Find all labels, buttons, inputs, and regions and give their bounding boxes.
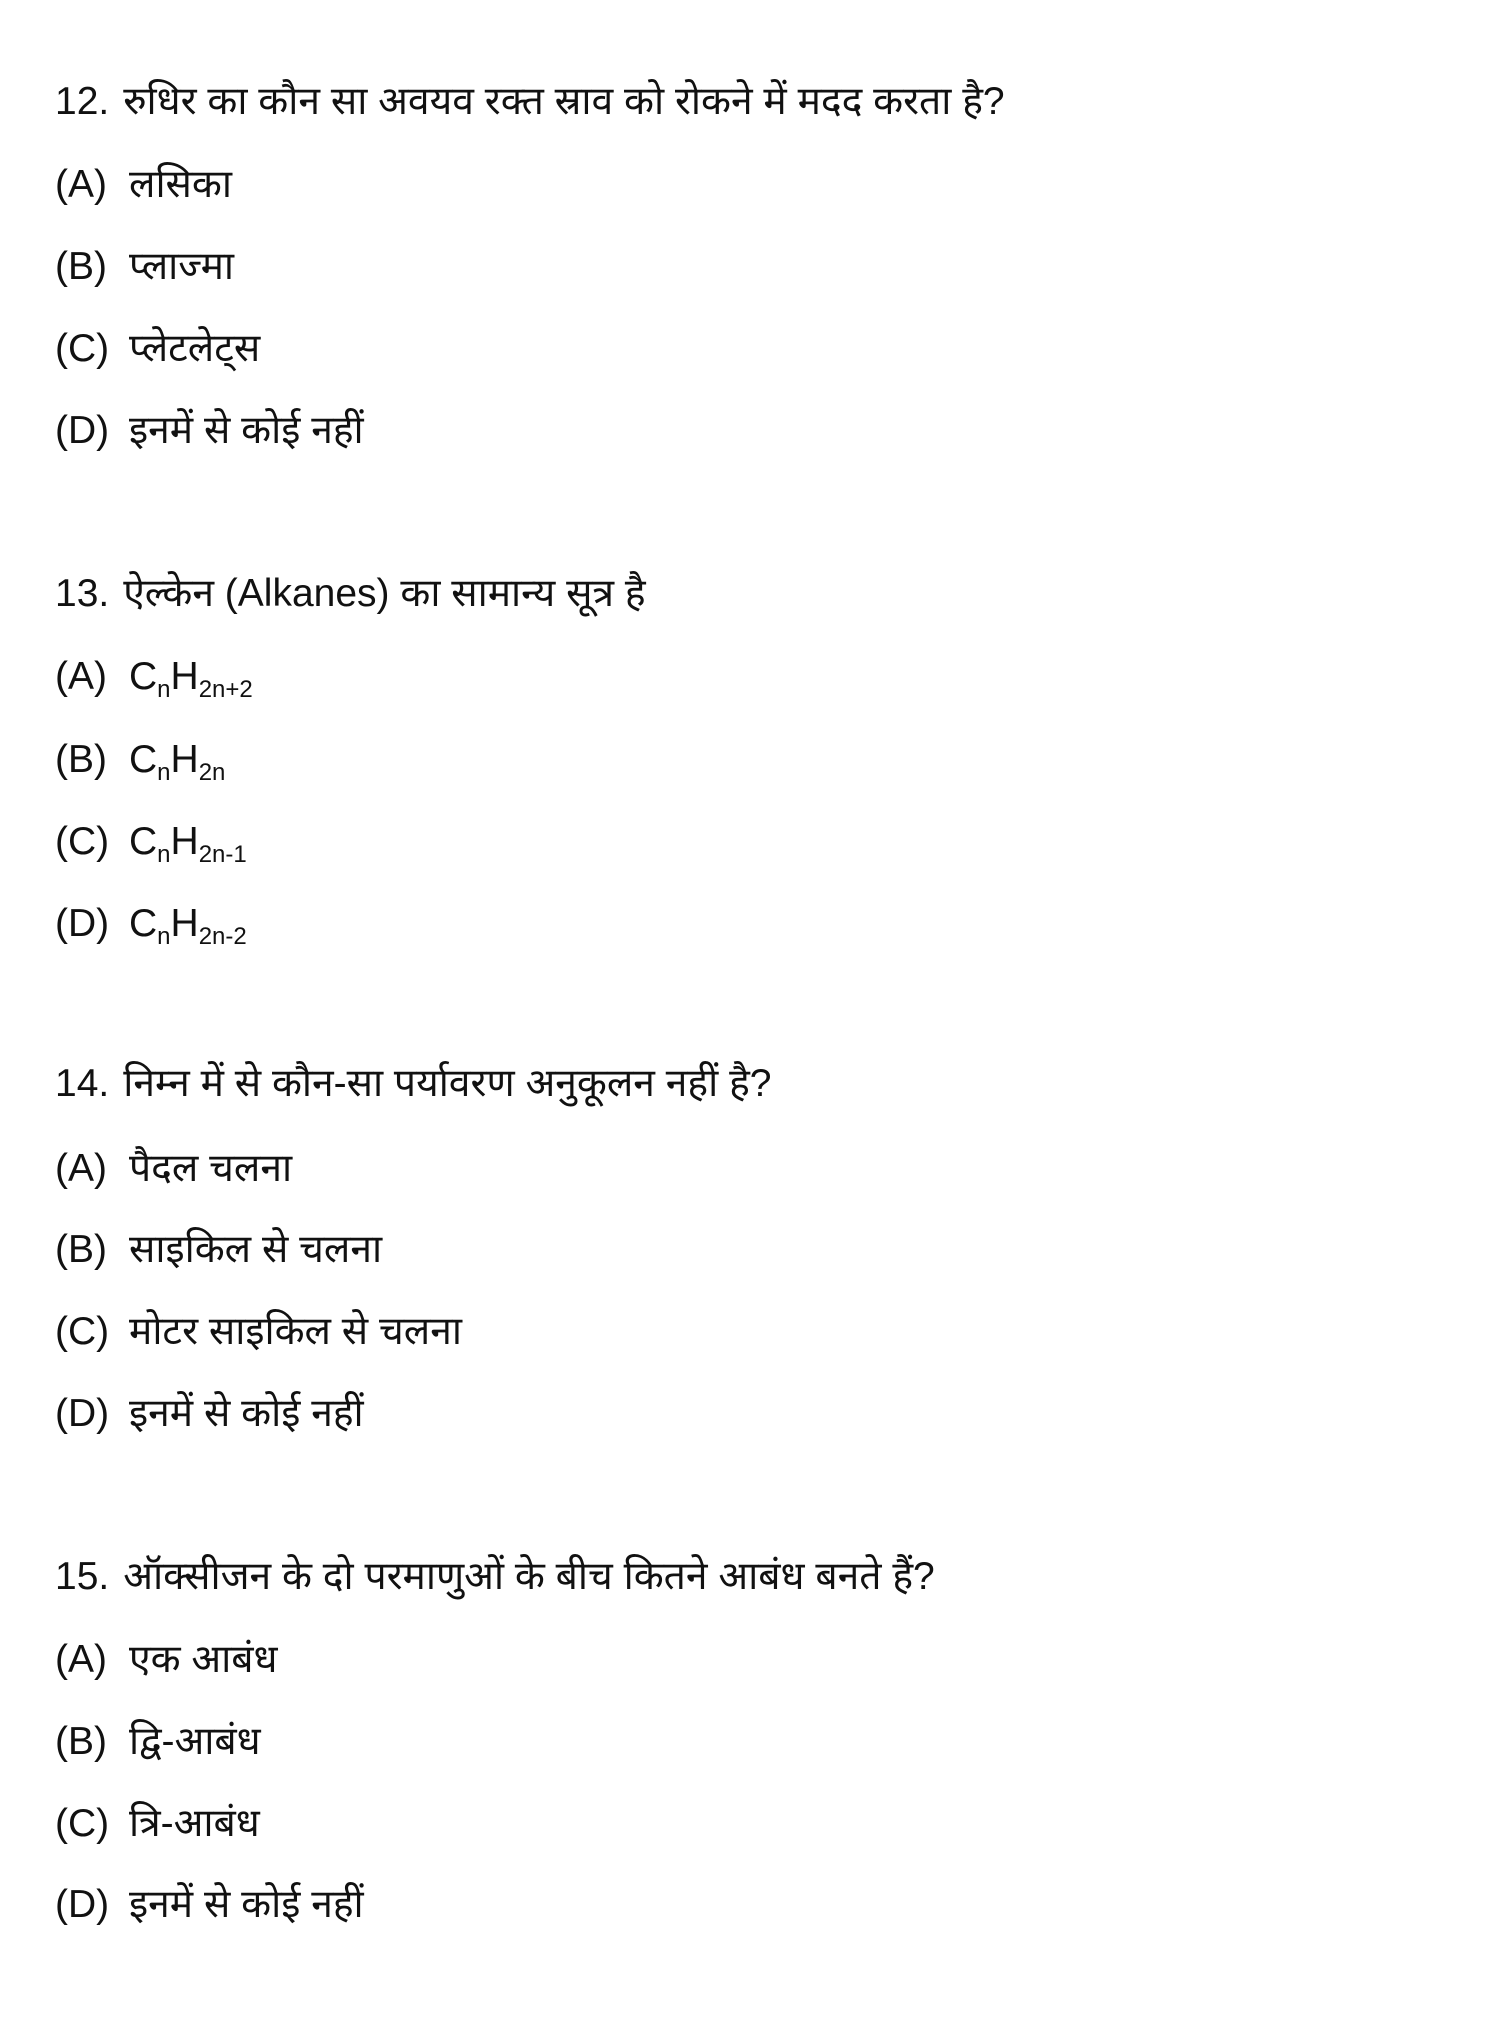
question-text: ऑक्सीजन के दो परमाणुओं के बीच कितने आबंध बनते हैं? <box>123 1555 935 1598</box>
option-14-a <box>55 1145 292 1193</box>
option-text: साइकिल से चलना <box>129 1228 383 1271</box>
option-13-c <box>55 818 247 879</box>
question-15 <box>55 1553 935 1601</box>
option-text: लसिका <box>129 163 232 206</box>
option-14-b <box>55 1226 382 1274</box>
chemical-formula: $C_nH_{2n}$ <box>129 738 226 786</box>
option-label: (D) <box>55 902 110 945</box>
option-label: (D) <box>55 1883 110 1926</box>
option-label: (A) <box>55 163 107 206</box>
option-label: (B) <box>55 1720 107 1763</box>
question-text: रुधिर का कौन सा अवयव रक्त स्राव को रोकने में मदद करता है? <box>123 80 1005 123</box>
option-text: प्लेटलेट्स <box>129 327 261 370</box>
option-13-d <box>55 900 247 961</box>
option-12-c <box>55 325 260 373</box>
question-number: 15. <box>55 1555 110 1598</box>
question-text: ऐल्केन (Alkanes) का सामान्य सूत्र है <box>123 572 646 615</box>
option-15-d <box>55 1881 364 1929</box>
option-text: त्रि-आबंध <box>129 1802 260 1845</box>
option-text: इनमें से कोई नहीं <box>129 1392 364 1435</box>
option-label: (C) <box>55 1310 110 1353</box>
option-text: पैदल चलना <box>129 1147 293 1190</box>
option-text: प्लाज्मा <box>129 245 234 288</box>
chemical-formula: $C_nH_{2n+2}$ <box>129 655 253 703</box>
option-label: (C) <box>55 1802 110 1845</box>
option-text: मोटर साइकिल से चलना <box>129 1310 462 1353</box>
option-label: (C) <box>55 820 110 863</box>
question-number: 13. <box>55 572 110 615</box>
option-15-b <box>55 1718 261 1766</box>
option-12-a <box>55 161 232 209</box>
option-label: (B) <box>55 245 107 288</box>
option-14-c <box>55 1308 462 1356</box>
question-number: 12. <box>55 80 110 123</box>
question-text: निम्न में से कौन-सा पर्यावरण अनुकूलन नहीं है? <box>123 1062 772 1105</box>
chemical-formula: $C_nH_{2n-2}$ <box>129 902 247 950</box>
option-14-d <box>55 1390 364 1438</box>
option-label: (C) <box>55 327 110 370</box>
option-text: एक आबंध <box>129 1638 278 1681</box>
option-13-a <box>55 653 253 714</box>
option-13-b <box>55 736 225 797</box>
option-text: द्वि-आबंध <box>129 1720 261 1763</box>
option-15-a <box>55 1636 277 1684</box>
question-12 <box>55 78 1005 126</box>
option-text: इनमें से कोई नहीं <box>129 1883 364 1926</box>
option-label: (A) <box>55 655 107 698</box>
option-label: (D) <box>55 1392 110 1435</box>
option-12-b <box>55 243 234 291</box>
option-label: (B) <box>55 1228 107 1271</box>
question-14 <box>55 1060 771 1108</box>
option-label: (A) <box>55 1147 107 1190</box>
option-12-d <box>55 407 364 455</box>
option-text: इनमें से कोई नहीं <box>129 409 364 452</box>
option-15-c <box>55 1800 260 1848</box>
chemical-formula: $C_nH_{2n-1}$ <box>129 820 247 868</box>
option-label: (A) <box>55 1638 107 1681</box>
option-label: (B) <box>55 738 107 781</box>
question-13 <box>55 570 646 618</box>
question-number: 14. <box>55 1062 110 1105</box>
option-label: (D) <box>55 409 110 452</box>
